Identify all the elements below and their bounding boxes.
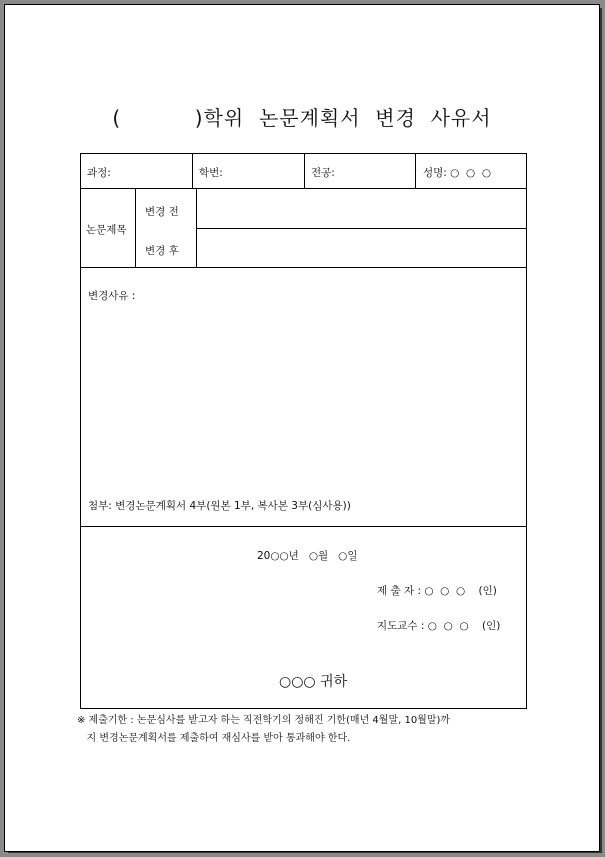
document-page (4, 4, 600, 852)
thesis-after-label: 변경 후 (145, 245, 179, 257)
thesis-after-field[interactable] (197, 229, 526, 267)
document-title: ( )학위 논문계획서 변경 사유서 (112, 106, 492, 130)
major-label: 전공: (311, 167, 335, 179)
change-form-table (80, 153, 527, 709)
reason-field[interactable] (82, 304, 526, 494)
thesis-before-field[interactable] (197, 189, 526, 228)
thesis-title-label: 논문제목 (86, 224, 127, 236)
name-label: 성명: ○ ○ ○ (423, 167, 491, 179)
deadline-note-line-1: ※ 제출기한 : 논문심사를 받고자 하는 직전학기의 정해진 기한(매년 4월말, 10월말)까 (77, 715, 451, 726)
student-id-label: 학번: (199, 167, 223, 179)
col-divider-thesis-label (135, 188, 136, 267)
reason-label: 변경사유 : (88, 290, 136, 302)
page-shadow-right (600, 8, 602, 853)
row-divider-thesis (81, 267, 526, 268)
addressee: ○○○ 귀하 (279, 674, 348, 690)
col-divider-3 (415, 154, 416, 188)
col-divider-2 (304, 154, 305, 188)
advisor-line: 지도교수 : ○ ○ ○ (인) (377, 620, 501, 632)
attachment-text: 첨부: 변경논문계획서 4부(원본 1부, 복사본 3부(심사용)) (88, 500, 351, 512)
course-label: 과정: (87, 167, 111, 179)
submitter-line: 제 출 자 : ○ ○ ○ (인) (377, 585, 497, 597)
submission-date: 20○○년 ○월 ○일 (257, 550, 358, 562)
thesis-before-label: 변경 전 (145, 206, 179, 218)
col-divider-1 (192, 154, 193, 188)
row-divider-reason (81, 526, 526, 527)
deadline-note-line-2: 지 변경논문계획서를 제출하여 재심사를 받아 통과해야 한다. (77, 733, 351, 744)
